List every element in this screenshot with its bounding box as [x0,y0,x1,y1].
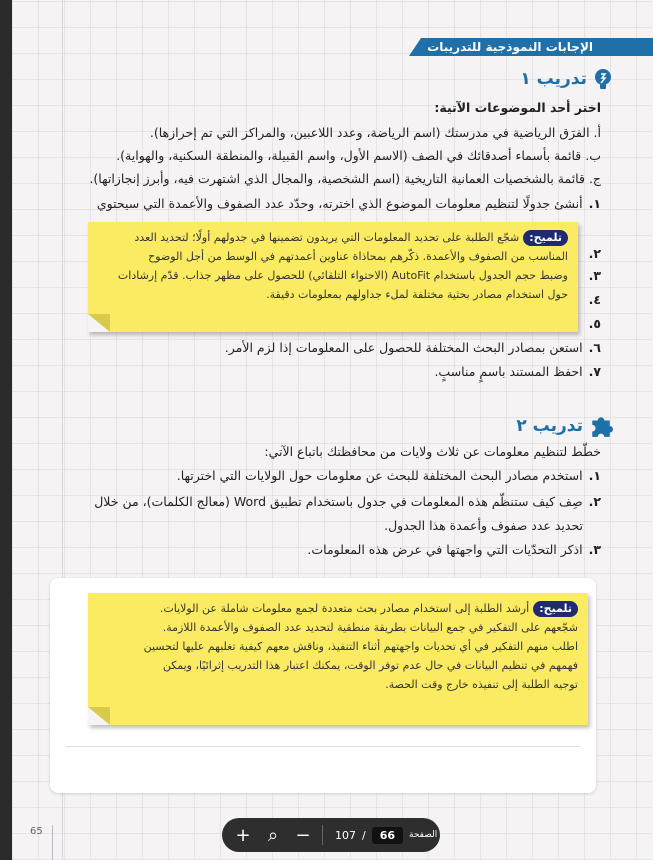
step-number: ٥. [588,316,601,331]
step-text: استعن بمصادر البحث المختلفة للحصول على المعلومات إذا لزم الأمر. [224,340,583,355]
tip-note-1 [88,222,578,332]
current-page-input[interactable]: 66 [372,827,403,844]
section2-intro: خطّط لتنظيم معلومات عن ثلاث ولايات من محافظتك باتباع الآتي: [264,444,601,459]
page-header-bar: الإجابات النموذجية للتدريبات [421,38,653,56]
step-number: ٦. [588,340,601,355]
option-c: ج. قائمة بالشخصيات العمانية التاريخية (اسم الشخصية، والمجال الذي اشتهرت فيه، وأبرز إنجازاتها). [89,171,601,186]
step-text: أنشئ جدولًا لتنظيم معلومات الموضوع الذي اخترته، وحدّد عدد الصفوف والأعمدة التي سيحتوي [96,196,583,211]
step-number: ٧. [588,364,601,379]
option-b: ب. قائمة بأسماء أصدقائك في الصف (الاسم الأول، واسم القبيلة، والمنطقة السكنية، والهواية). [116,148,601,163]
zoom-out-button[interactable]: − [295,824,311,846]
step-number: ١. [588,196,601,211]
page-number: 65 [30,826,43,837]
tip-line: المناسب من الصفوف والأعمدة. ذكّرهم بمحاذاة عناوين أعمدتهم في الوسط من أجل الوضوح [148,250,568,263]
margin-rule-footer [52,825,53,860]
tip-line: حول استخدام مصادر بحثية مختلفة لملء جداولهم بمعلومات دقيقة. [266,288,568,301]
section1-title [520,68,613,90]
step-4 [583,292,601,307]
tip-badge: تلميح: [533,601,578,617]
page-separator: / [362,828,366,842]
step-7 [434,364,601,379]
tip-line: توجيه الطلبة إلى تنفيذه خارج وقت الحصة. [385,678,578,691]
tip-line [98,599,578,618]
tip-line: اطلب منهم التفكير في أي تحديات واجهتهم أثناء التنفيذ، وناقش معهم كيفية تغلبهم عليها لتحسين [143,640,578,653]
page-fold [88,707,110,725]
s2-step-2 [94,494,601,509]
answer-line [66,746,580,747]
tip-line: وضبط حجم الجدول باستخدام AutoFit (الاحتواء التلقائي) للحصول على مظهر جذاب. قدّم إرشادات [117,269,568,282]
tip-text: أرشد الطلبة إلى استخدام مصادر بحث متعددة لجمع معلومات شاملة عن الولايات. [159,602,530,615]
step-3 [583,268,601,283]
page-label: الصفحة [409,830,438,840]
step-text: استخدم مصادر البحث المختلفة للبحث عن معلومات حول الولايات التي اخترتها. [176,468,583,483]
step-number: ٣. [588,268,601,283]
step-6 [225,340,601,355]
step-text: احفظ المستند باسمٍ مناسبٍ. [434,364,583,379]
step-text: صِف كيف ستنظّم هذه المعلومات في جدول باستخدام تطبيق Word (معالج الكلمات)، من خلال [94,494,583,509]
step-number: ١. [588,468,601,483]
step-text: اذكر التحدّيات التي واجهتها في عرض هذه المعلومات. [307,542,583,557]
section1-title-text: تدريب ١ [520,69,587,89]
step-number: ٤. [588,292,601,307]
step-2 [583,246,601,261]
step-text: تحديد عدد صفوف وأعمدة هذا الجدول. [384,518,583,533]
puzzle-icon [589,414,613,438]
pdf-toolbar [222,818,440,852]
s2-step-3 [307,542,601,557]
s2-step-1 [177,468,601,483]
document-page [12,0,653,860]
tip-note-2 [88,593,588,725]
total-pages: 107 [335,828,356,842]
step-1 [97,196,601,211]
tip-text: شجّع الطلبة على تحديد المعلومات التي يريدون تضمينها في جدولهم أولًا؛ لتحديد العدد [134,231,520,244]
search-icon[interactable]: ⌕ [267,824,279,846]
page-fold [88,314,110,332]
step-5 [583,316,601,331]
section1-intro: اختر أحد الموضوعات الآتية: [434,100,601,115]
section2-title-text: تدريب ٢ [516,416,583,436]
s2-step-2-cont [384,518,583,533]
toolbar-divider [322,825,323,845]
tip-badge: تلميح: [523,230,568,246]
step-number: ٣. [588,542,601,557]
tip-line [98,228,568,247]
option-a: أ. الفرَق الرياضية في مدرستك (اسم الرياضة، وعدد اللاعبين، والمراكز التي تم إحرازها). [149,125,601,140]
section2-title [516,414,613,438]
step-number: ٢. [588,494,601,509]
step-number: ٢. [588,246,601,261]
zoom-in-button[interactable]: + [235,824,251,846]
lightbulb-icon [593,68,613,90]
tip-line: فهمهم في تنظيم البيانات في حال عدم توفر الوقت، يمكنك اعتبار هذا التدريب إثرائيًا، ويمكن [162,659,578,672]
tip-line: شجّعهم على التفكير في جمع البيانات بطريقة منطقية لتحديد عدد الصفوف والأعمدة اللازمة. [162,621,578,634]
